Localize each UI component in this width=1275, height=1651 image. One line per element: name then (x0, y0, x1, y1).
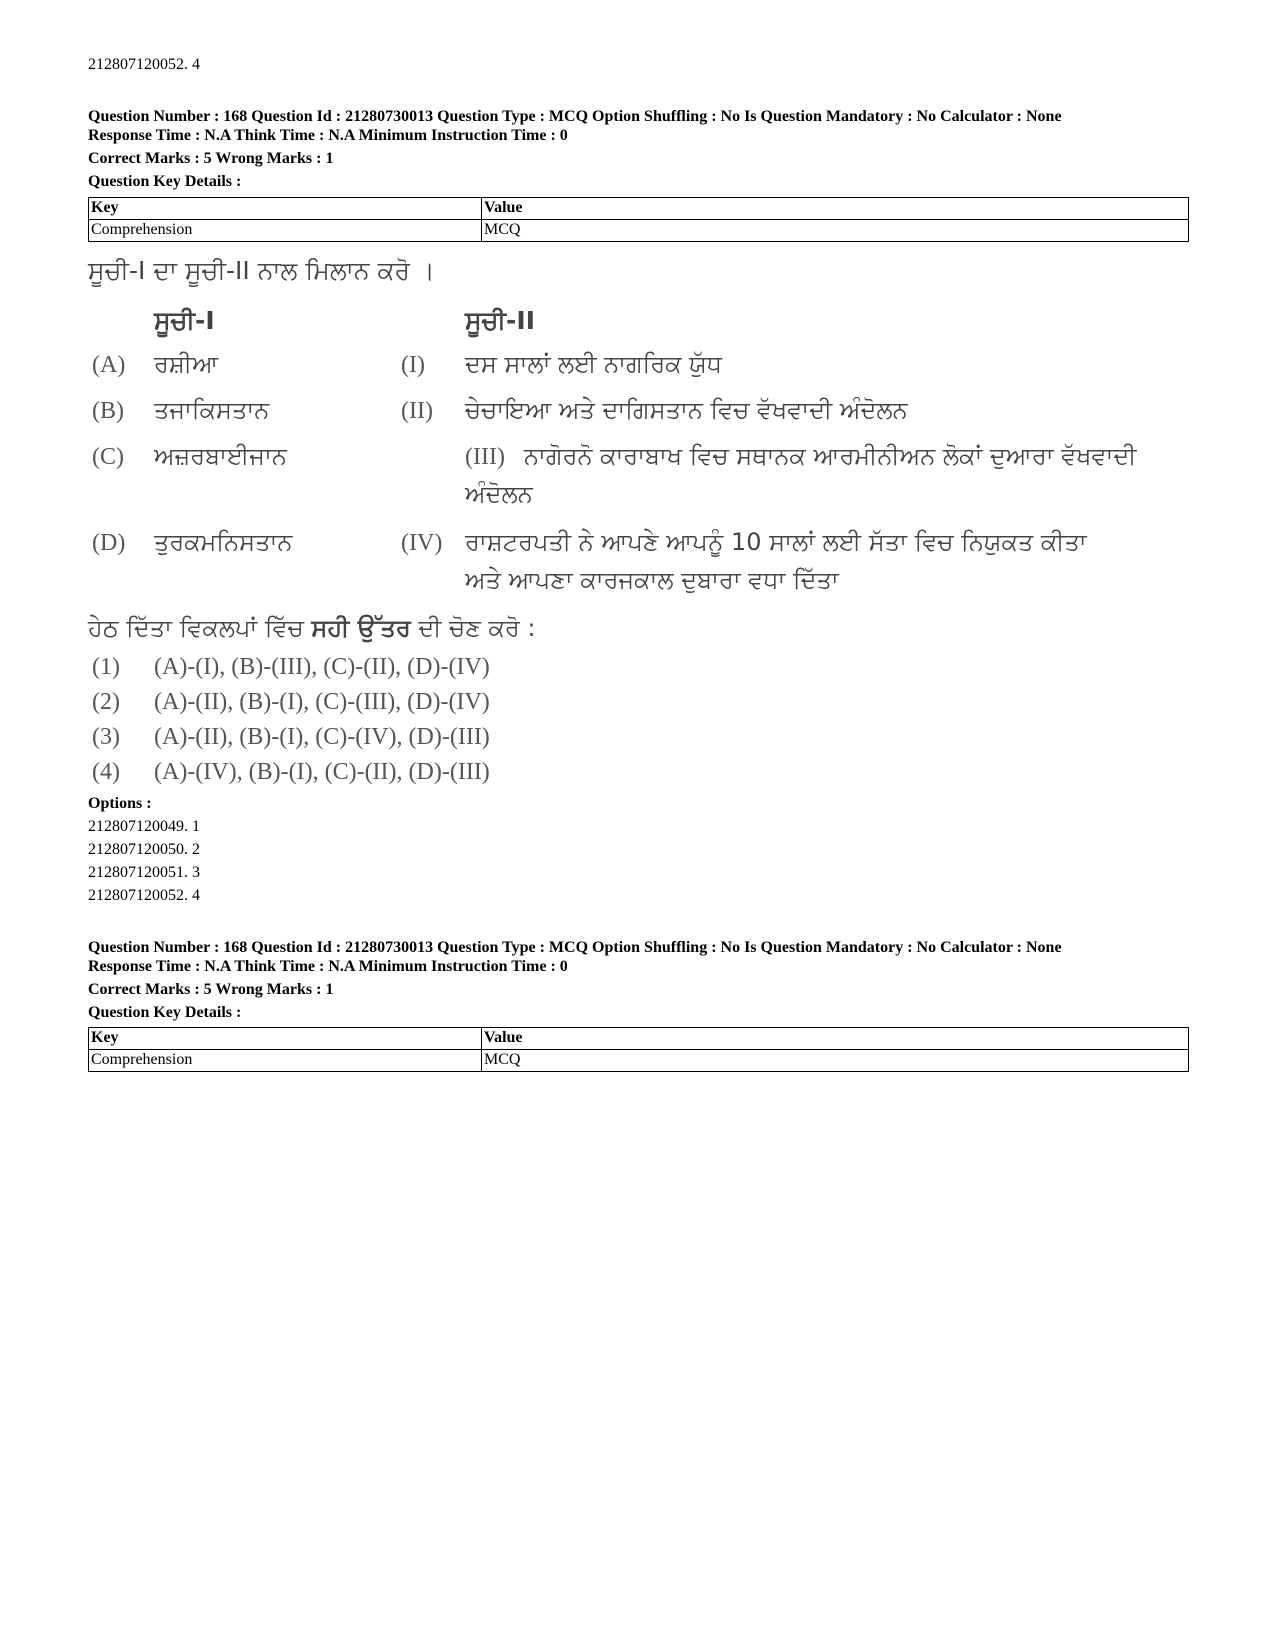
options-label: Options : (88, 795, 152, 812)
choose-instruction (88, 614, 536, 642)
list1-tag: (B) (92, 398, 124, 424)
table-header-row (89, 198, 1189, 220)
list2-item: ਰਾਸ਼ਟਰਪਤੀ ਨੇ ਆਪਣੇ ਆਪਨੂੰ 10 ਸਾਲਾਂ ਲਈ ਸੱਤਾ ਵਿਚ ਨਿਯੁਕਤ ਕੀਤਾ (465, 528, 1087, 556)
list2-tag: (II) (401, 398, 433, 424)
key-details-table (88, 197, 1189, 242)
answer-number: (3) (92, 724, 120, 750)
list2-tag: (IV) (401, 530, 443, 556)
list1-item: ਤਜਾਕਿਸਤਾਨ (154, 396, 270, 424)
option-item: 212807120052. 4 (88, 887, 200, 904)
table-cell-key: Comprehension (89, 1050, 482, 1072)
question-image (88, 256, 1208, 822)
question-meta-line1: Question Number : 168 Question Id : 21280730013 Question Type : MCQ Option Shuffling : No Is Question Mandatory : No Calculator : None (88, 108, 1062, 125)
option-item: 212807120050. 2 (88, 841, 200, 858)
table-header-value: Value (482, 198, 1189, 220)
marks-line: Correct Marks : 5 Wrong Marks : 1 (88, 150, 334, 167)
list1-item: ਰਸ਼ੀਆ (154, 350, 219, 378)
list2-item-continued: ਅੰਦੋਲਨ (465, 480, 533, 508)
key-details-table (88, 1027, 1189, 1072)
answer-number: (2) (92, 689, 120, 715)
table-header-value: Value (482, 1028, 1189, 1050)
table-cell-value: MCQ (482, 220, 1189, 242)
choose-prefix: ਹੇਠ ਦਿੱਤਾ ਵਿਕਲਪਾਂ ਵਿੱਚ (88, 614, 312, 642)
answer-text: (A)-(IV), (B)-(I), (C)-(II), (D)-(III) (154, 759, 490, 785)
table-row (89, 220, 1189, 242)
marks-line: Correct Marks : 5 Wrong Marks : 1 (88, 981, 334, 998)
list1-tag: (D) (92, 530, 126, 556)
list1-item: ਅਜ਼ਰਬਾਈਜਾਨ (154, 442, 287, 470)
table-header-key: Key (89, 198, 482, 220)
question-meta-line1: Question Number : 168 Question Id : 21280730013 Question Type : MCQ Option Shuffling : No Is Question Mandatory : No Calculator : None (88, 939, 1062, 956)
table-header-row (89, 1028, 1189, 1050)
answer-text: (A)-(I), (B)-(III), (C)-(II), (D)-(IV) (154, 654, 490, 680)
option-item: 212807120051. 3 (88, 864, 200, 881)
choose-bold: ਸਹੀ ਉੱਤਰ (311, 614, 411, 642)
match-instruction: ਸੂਚੀ-I ਦਾ ਸੂਚੀ-II ਨਾਲ ਮਿਲਾਨ ਕਰੋ । (88, 256, 435, 285)
table-row (89, 1050, 1189, 1072)
table-cell-key: Comprehension (89, 220, 482, 242)
answer-number: (4) (92, 759, 120, 785)
answer-text: (A)-(II), (B)-(I), (C)-(III), (D)-(IV) (154, 689, 490, 715)
list2-item-continued: ਅਤੇ ਆਪਣਾ ਕਾਰਜਕਾਲ ਦੁਬਾਰਾ ਵਧਾ ਦਿੱਤਾ (465, 566, 839, 594)
top-reference: 212807120052. 4 (88, 56, 200, 73)
key-details-label: Question Key Details : (88, 173, 242, 190)
list2-item: ਨਾਗੋਰਨੋ ਕਾਰਾਬਾਖ ਵਿਚ ਸਥਾਨਕ ਆਰਮੀਨੀਅਨ ਲੋਕਾਂ ਦੁਆਰਾ ਵੱਖਵਾਦੀ (524, 442, 1137, 470)
list1-item: ਤੁਰਕਮਨਿਸਤਾਨ (154, 528, 293, 556)
choose-suffix: ਦੀ ਚੋਣ ਕਰੋ : (410, 614, 536, 642)
list2-item: ਚੇਚਾਇਆ ਅਤੇ ਦਾਗਿਸਤਾਨ ਵਿਚ ਵੱਖਵਾਦੀ ਅੰਦੋਲਨ (465, 396, 908, 424)
question-meta-line2: Response Time : N.A Think Time : N.A Minimum Instruction Time : 0 (88, 127, 568, 144)
list2-heading: ਸੂਚੀ-II (465, 306, 536, 335)
list2-tag: (I) (401, 352, 425, 378)
question-meta-line2: Response Time : N.A Think Time : N.A Minimum Instruction Time : 0 (88, 958, 568, 975)
list2-tag: (III) (465, 444, 505, 470)
answer-number: (1) (92, 654, 120, 680)
table-header-key: Key (89, 1028, 482, 1050)
option-item: 212807120049. 1 (88, 818, 200, 835)
answer-text: (A)-(II), (B)-(I), (C)-(IV), (D)-(III) (154, 724, 490, 750)
key-details-label: Question Key Details : (88, 1004, 242, 1021)
list2-item: ਦਸ ਸਾਲਾਂ ਲਈ ਨਾਗਰਿਕ ਯੁੱਧ (465, 350, 723, 378)
list1-tag: (A) (92, 352, 126, 378)
list1-heading: ਸੂਚੀ-I (154, 306, 215, 335)
list1-tag: (C) (92, 444, 124, 470)
table-cell-value: MCQ (482, 1050, 1189, 1072)
